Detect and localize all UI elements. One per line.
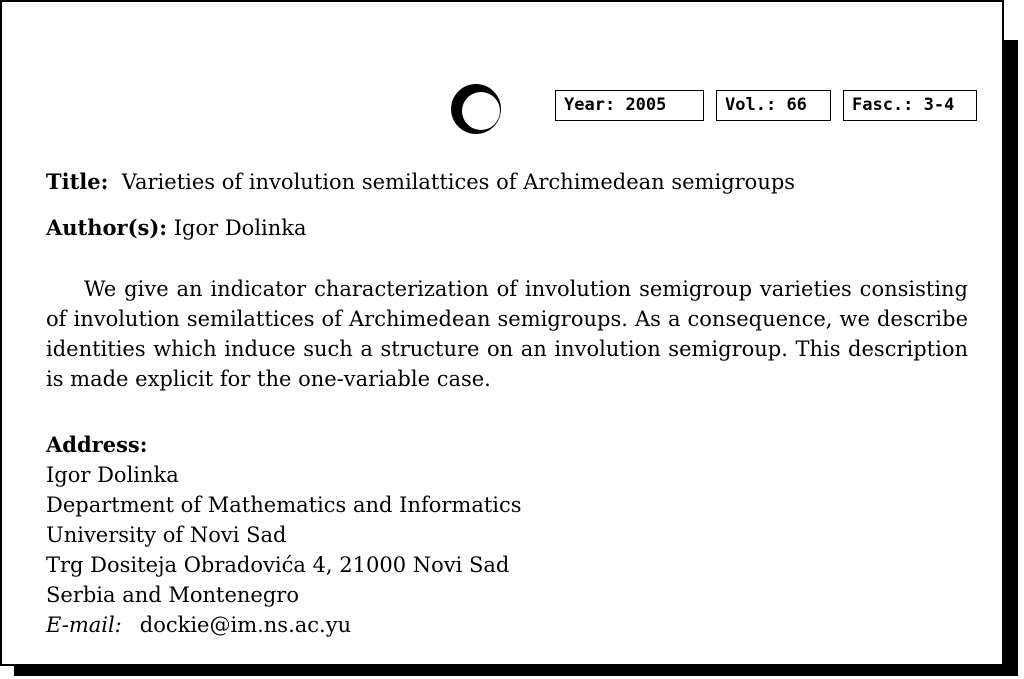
address-line: Trg Dositeja Obradovića 4, 21000 Novi Sad xyxy=(46,553,510,577)
article-title: Varieties of involution semilattices of Archimedean semigroups xyxy=(121,170,796,194)
title-row xyxy=(46,169,795,194)
email-value: dockie@im.ns.ac.yu xyxy=(139,613,352,637)
authors-row xyxy=(46,215,307,240)
address-line: Serbia and Montenegro xyxy=(46,583,299,607)
address-line: Igor Dolinka xyxy=(46,463,179,487)
fascicle-label: Fasc.: xyxy=(852,95,914,115)
address-block xyxy=(46,430,522,640)
authors-label: Author(s): xyxy=(46,215,168,240)
fascicle-box xyxy=(843,90,977,121)
volume-value: 66 xyxy=(786,95,807,115)
year-box xyxy=(555,90,704,121)
year-label: Year: xyxy=(564,95,616,115)
title-label: Title: xyxy=(46,169,109,194)
address-line: University of Novi Sad xyxy=(46,523,287,547)
email-row xyxy=(46,610,522,640)
year-value: 2005 xyxy=(625,95,667,115)
journal-logo xyxy=(448,81,504,137)
volume-box xyxy=(716,90,831,121)
address-line: Department of Mathematics and Informatics xyxy=(46,493,522,517)
abstract: We give an indicator characterization of involution semigroup varieties consisting of involution semilattices of Archimedean semigroups. As a consequence, we describe identities which induce such a structure on an involution semigroup. This description is made explicit for the one-variable case. xyxy=(46,277,968,391)
address-heading: Address: xyxy=(46,432,148,457)
authors-value: Igor Dolinka xyxy=(173,216,307,240)
fascicle-value: 3-4 xyxy=(923,95,955,115)
email-label: E-mail: xyxy=(46,613,122,637)
volume-label: Vol.: xyxy=(725,95,777,115)
